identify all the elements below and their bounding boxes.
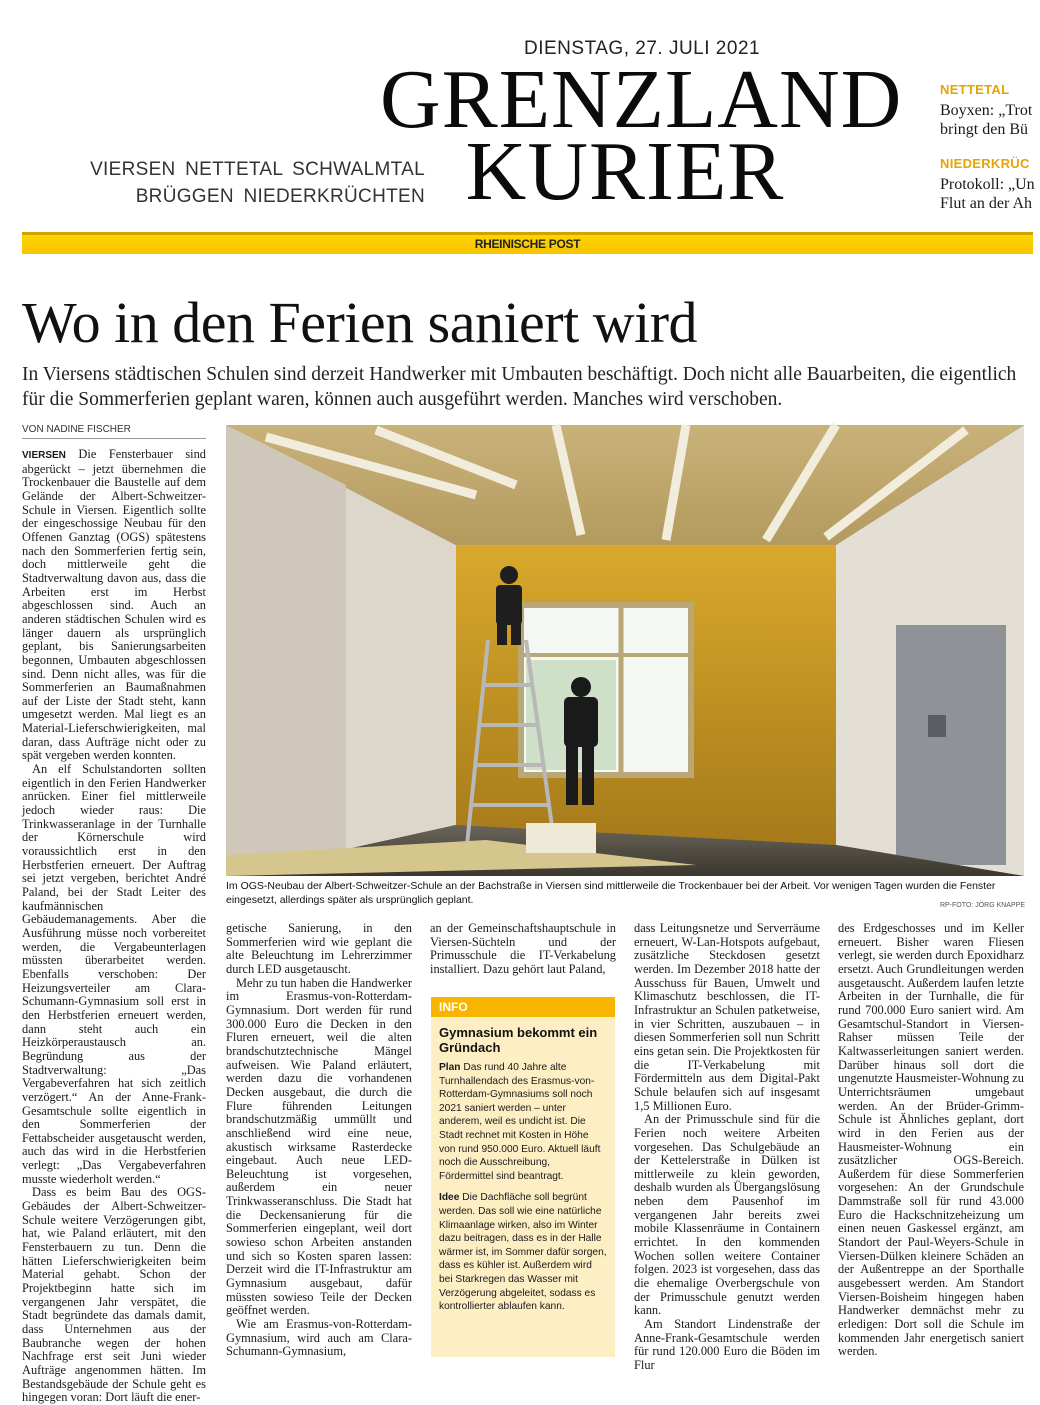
masthead-line1: GRENZLAND (380, 53, 903, 146)
photo-caption: Im OGS-Neubau der Albert-Schweitzer-Schule an der Bachstraße in Viersen sind mittlerweile die Trockenbauer bei der Arbeit. Vor wenigen Tagen wurden die Fenster eingesetzt, allerdings später als ursprünglich geplant. (226, 880, 996, 906)
article-column-5 (838, 922, 1024, 1366)
info-text: Die Dachfläche soll begrünt werden. Das soll wie eine natürliche Klimaanlage wirken, also im Winter dazu beitragen, dass es in der Halle wärmer ist, im Sommer dafür sorgen, dass es kühler ist. Außerdem wird bei Starkregen das Wasser mit Verzögerung abgeleitet, sodass es kontrollierter ablaufen kann. (439, 1192, 607, 1313)
info-box (431, 997, 615, 1357)
paragraph: Wie am Erasmus-von-Rotterdam-Gymnasium, wird auch am Clara-Schumann-Gymnasium, (226, 1317, 412, 1359)
teaser-nettetal[interactable] (940, 80, 1040, 139)
paragraph: dass Leitungsnetze und Serverräume erneuert, W-Lan-Hotspots aufgebaut, zusätzliche Steckdosen gesetzt werden. Im Dezember 2018 hatte der Ausschuss für Bauen, Umwelt und Klimaschutz beschlossen, die IT-Infrastruktur an Schulen patketweise, in vier Schritten, auszubauen – in diesen Sommerferien soll nun Schritt eins getan sein. Die Projektkosten für die IT-Verkabelung mit Fördermitteln aus dem Digital-Pakt Schule belaufen sich auf insgesamt 1,5 Millionen Euro. (634, 921, 820, 1113)
info-paragraph (431, 1061, 615, 1183)
article-column-3 (430, 922, 616, 992)
info-title: Gymnasium bekommt ein Gründach (439, 1025, 598, 1055)
paragraph: Dass es beim Bau des OGS-Gebäudes der Albert-Schweitzer-Schule weitere Verzögerungen gibt, hat, wie Paland erläutert, mit den Fensterbauern zu tun. Denn die hätten Lieferschwierigkeiten beim Material gehabt. Schon der Projektbeginn hatte sich im vergangenen Jahr verspätet, die Stadt begründete das damals damit, dass Unternehmen aus der Baubranche wegen der hohen Nachfrage erst seit Juni wieder Aufträge angenommen hätten. Im Bestandsgebäude der Schule geht es hingegen voran: Dort läuft die ener- (22, 1185, 206, 1405)
article-column-2 (226, 922, 412, 1366)
dateline: VIERSEN (22, 450, 66, 461)
teaser-line: Flut an der Ah (940, 195, 1032, 212)
info-lead: Plan (439, 1062, 461, 1073)
article-column-1 (22, 447, 206, 1405)
article-column-4 (634, 921, 820, 1372)
paragraph: An elf Schulstandorten sollten eigentlich in den Ferien Handwerker anrücken. Einer fiel mittlerweile jedoch wieder raus: Die Trinkwasseranlage in der Turnhalle der Körnerschule wird voraussichtlich erst in den Herbstferien erneuert. Der Auftrag sei jetzt vergeben, berichtet André Paland, bei der Stadt Leiter des kaufmännischen Gebäudemanagements. Aber die Ausführung müsse noch vorbereitet werden, die Vergabeunterlagen müssten überarbeitet werden. Ebenfalls verschoben: Der Heizungsverteiler am Clara-Schumann-Gymnasium soll erst in den Herbstferien erneuert werden, dann steht auch ein Heizkörperaustausch an. Begründung aus der Stadtverwaltung: „Das Vergabeverfahren hat sich zeitlich verzögert.“ An der Anne-Frank-Gesamtschule sollte eigentlich in den Sommerferien der Fettabscheider ausgetauscht werden, auch das wird in die Herbstferien verlegt: „Das Vergabeverfahren musste wiederholt werden.“ (22, 762, 206, 1186)
byline: VON NADINE FISCHER (22, 424, 206, 439)
teaser-kicker: NETTETAL (940, 82, 1010, 97)
masthead (380, 53, 903, 218)
publisher-bar (22, 232, 1033, 254)
local-towns (90, 156, 425, 210)
paragraph: Mehr zu tun haben die Handwerker im Erasmus-von-Rotterdam-Gymnasium. Dort werden für rund 300.000 Euro die Decken in den Fluren erneuert, weil die alten brandschutztechnische Mängel aufweisen. Wie Paland erläutert, werden dazu die vorhandenen Decken ausgebaut, die durch die Flure führenden Leitungen brandschutzmäßig ummüllt und anschließend wird eine neue, akustisch wirksame Rasterdecke eingebaut. Auch neue LED-Beleuchtung ist vorgesehen, außerdem ein neuer Trinkwasseranschluss. Die Stadt hat die Deckensanierung für die Sommerferien eingeplant, weil dort sowieso schon Arbeiten anstanden und sich so Kosten sparen lassen: Derzeit wird die IT-Infrastruktur am Gymnasium ausgebaut, dafür müssten sowieso Teile der Decken geöffnet werden. (226, 975, 412, 1318)
towns-line1: VIERSEN NETTETAL SCHWALMTAL (90, 159, 425, 180)
teaser-line: Protokoll: „Un (940, 176, 1035, 193)
article-photo (226, 425, 1024, 876)
paragraph: des Erdgeschosses und im Keller erneuert. Bisher waren Fliesen verlegt, sie werden durch Epoxidharz ersetzt. Auch Grundleitungen werden ausgetauscht. Außerdem laufen letzte Arbeiten in der Turnhalle, die für rund 700.000 Euro saniert wird. Am Gesamtschul-Standort in Viersen-Rahser müssen Teile der Kaltwasserleitungen saniert werden. Darüber hinaus soll dort die ungenutzte Hausmeister-Wohnung zu Unterrichtsräumen umgebaut werden. An der Brüder-Grimm-Schule ist Ähnliches geplant, dort wird in den Ferien aus der Hausmeister-Wohnung ein zusätzlicher OGS-Bereich. Außerdem für diese Sommerferien vorgesehen: An der Grundschule Dammstraße soll für rund 43.000 Euro die Hackschnitzeheizung um einen neuen Gaskessel ergänzt, am Standort der Paul-Weyers-Schule in Viersen-Dülken kleinere Schäden an der Außentreppe an der Sporthalle ausgebessert werden. Am Standort Viersen-Boisheim hingegen haben Handwerker demnächst mehr zu erledigen: Dort soll die Schule im kommenden Jahr energetisch saniert werden. (838, 921, 1024, 1359)
publisher-name: RHEINISCHE POST (474, 237, 581, 251)
article-intro: In Viersens städtischen Schulen sind derzeit Handwerker mit Umbauten beschäftigt. Doch nicht alle Bauarbeiten, die eigentlich für die Sommerferien geplant waren, können auch ausgeführt werden. Manches wird verschoben. (22, 364, 1017, 410)
teaser-niederkruechten[interactable] (940, 154, 1040, 213)
paragraph: Am Standort Lindenstraße der Anne-Frank-Gesamtschule werden für rund 120.000 Euro die Böden im Flur (634, 1317, 820, 1372)
construction-photo (226, 425, 1024, 876)
article-headline: Wo in den Ferien saniert wird (22, 290, 698, 355)
info-label: INFO (431, 997, 615, 1017)
photo-credit: RP-FOTO: JÖRG KNAPPE (939, 902, 1025, 909)
teaser-line: Boyxen: „Trot (940, 102, 1033, 119)
info-text: Das rund 40 Jahre alte Turnhallendach des Erasmus-von-Rotterdam-Gymnasiums soll noch 2021 saniert werden – unter anderem, weil es undicht ist. Die Stadt rechnet mit Kosten in Höhe von rund 950.000 Euro. Aktuell läuft noch die Ausschreibung, Fördermittel sind beantragt. (439, 1062, 601, 1182)
teaser-line: bringt den Bü (940, 121, 1028, 138)
towns-line2: BRÜGGEN NIEDERKRÜCHTEN (135, 186, 425, 207)
paragraph: An der Primusschule sind für die Ferien noch weitere Arbeiten vorgesehen. Das Schulgebäude an der Kettelerstraße in Dülken ist mittlerweile zu klein geworden, deshalb wurden als Übergangslösung neben dem Pausenhof im vergangenen Jahr bereits zwei mobile Klassenräume in Containern errichtet. In den kommenden Wochen sollen weitere Container folgen. 2023 ist vorgesehen, dass das die ehemalige Overbergschule von der Primusschule genutzt werden kann. (634, 1112, 820, 1318)
info-lead: Idee (439, 1192, 460, 1204)
issue-date: DIENSTAG, 27. JULI 2021 (524, 38, 761, 59)
teaser-kicker: NIEDERKRÜC (940, 156, 1030, 171)
info-paragraph (431, 1191, 615, 1313)
masthead-line2: KURIER (465, 125, 785, 218)
paragraph: getische Sanierung, in den Sommerferien wird wie geplant die alte Beleuchtung im Lehrerzimmer durch LED ausgetauscht. (226, 921, 412, 976)
paragraph: Die Fensterbauer sind abgerückt – jetzt übernehmen die Trockenbauer die Baustelle auf dem Gelände der Albert-Schweitzer-Schule in Viersen. Eigentlich sollte der eingeschossige Neubau für den Offenen Ganztag (OGS) spätestens nach den Sommerferien fertig sein, doch mittlerweile geht die Stadtverwaltung davon aus, dass die Arbeiten erst im Herbst abgeschlossen sind. Auch an anderen städtischen Schulen wird es länger dauern als ursprünglich geplant, bis Sanierungsarbeiten begonnen, Umbauten abgeschlossen sind. Denn nicht alles, was für die Sommerferien an Baumaßnahmen auf der Liste der Stadt steht, kann umgesetzt werden. Mal liegt es an Material-Lieferschwierigkeiten, mal daran, dass Aufträge nicht oder zu spät vergeben werden konnten. (22, 447, 206, 763)
paragraph: an der Gemeinschaftshauptschule in Viersen-Süchteln und der Primusschule die IT-Verkabelung installiert. Dazu gehört laut Paland, (430, 921, 616, 976)
